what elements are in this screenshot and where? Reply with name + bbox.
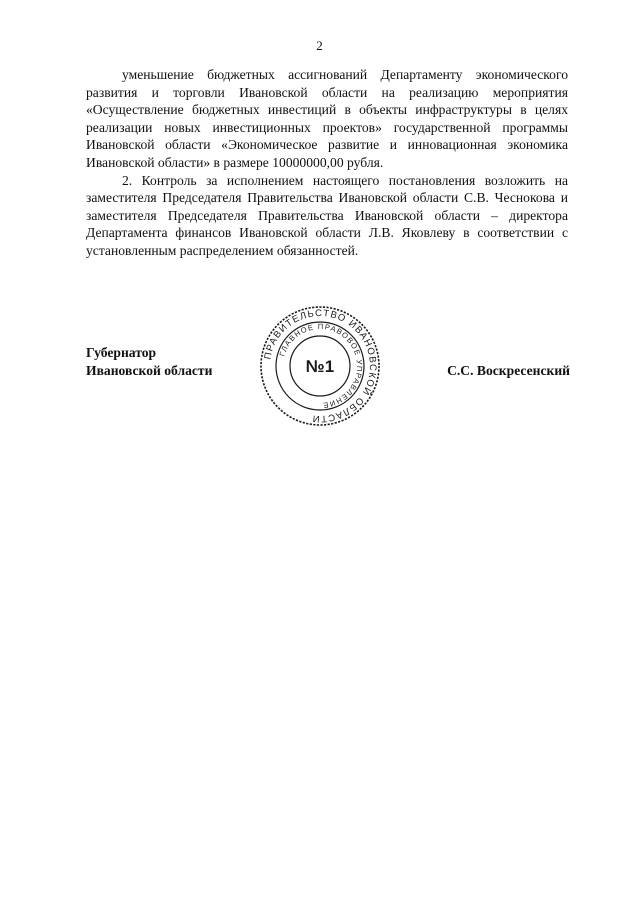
signer-title-line-2: Ивановской области <box>86 362 213 378</box>
page-number: 2 <box>316 38 323 53</box>
paragraph-continuation: уменьшение бюджетных ассигнований Департаменту экономического развития и торговли Ивановской области на реализацию мероприятия «Осуществление бюджетных инвестиций в объекты инфраструктуры в целях реализации новых инвестиционных проектов» государственной программы Ивановской области «Экономическое развитие и инновационная экономика Ивановской области» в размере 10000000,00 рубля. <box>86 67 568 170</box>
paragraph-item-2: 2. Контроль за исполнением настоящего постановления возложить на заместителя Председателя Правительства Ивановской области С.В. Чеснокова и заместителя Председателя Правительства Ивановской области – директора Департамента финансов Ивановской области Л.В. Яковлеву в соответствии с установленным распределением обязанностей. <box>86 172 568 258</box>
signer-title <box>86 344 212 379</box>
seal-outer-text: ПРАВИТЕЛЬСТВО ИВАНОВСКОЙ ОБЛАСТИ <box>262 307 379 425</box>
seal-number: №1 <box>305 357 335 376</box>
seal-inner-text: ГЛАВНОЕ ПРАВОВОЕ УПРАВЛЕНИЕ <box>277 321 365 411</box>
signer-name: С.С. Воскресенский <box>447 362 570 378</box>
signer-title-line-1: Губернатор <box>86 345 157 360</box>
official-seal-stamp <box>258 304 382 428</box>
document-body <box>86 66 568 260</box>
